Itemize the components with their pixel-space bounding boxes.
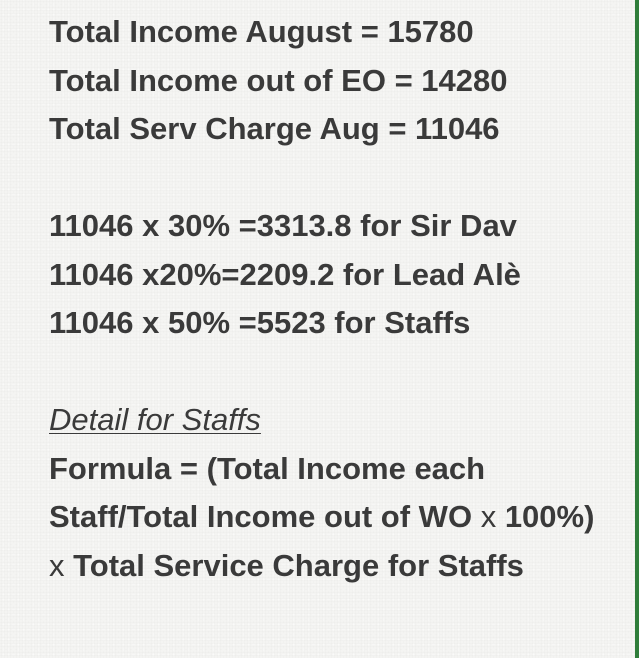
summary-total-income-august: Total Income August = 15780: [49, 14, 474, 49]
blank-line: [49, 348, 609, 397]
formula-part-3: Total Service Charge for Staffs: [73, 547, 524, 583]
multiply-operator: x: [49, 547, 65, 583]
distribution-sir-dav: 11046 x 30% =3313.8 for Sir Dav: [49, 208, 517, 243]
detail-heading: Detail for Staffs: [49, 402, 261, 437]
blank-line: [49, 154, 609, 203]
distribution-lead-ale: 11046 x20%=2209.2 for Lead Alè: [49, 256, 521, 292]
formula-part-1: Formula = (Total Income each Staff/Total Income out of WO: [49, 450, 486, 534]
summary-total-income-out-of-eo: Total Income out of EO = 14280: [49, 62, 508, 98]
multiply-operator: x: [480, 499, 497, 534]
staff-formula: [49, 445, 609, 591]
summary-total-service-charge: Total Serv Charge Aug = 11046: [49, 111, 500, 146]
formula-part-2: 100%): [504, 499, 595, 534]
green-edge-strip: [635, 0, 639, 658]
note-body: [49, 8, 609, 590]
distribution-staffs: 11046 x 50% =5523 for Staffs: [49, 305, 471, 340]
